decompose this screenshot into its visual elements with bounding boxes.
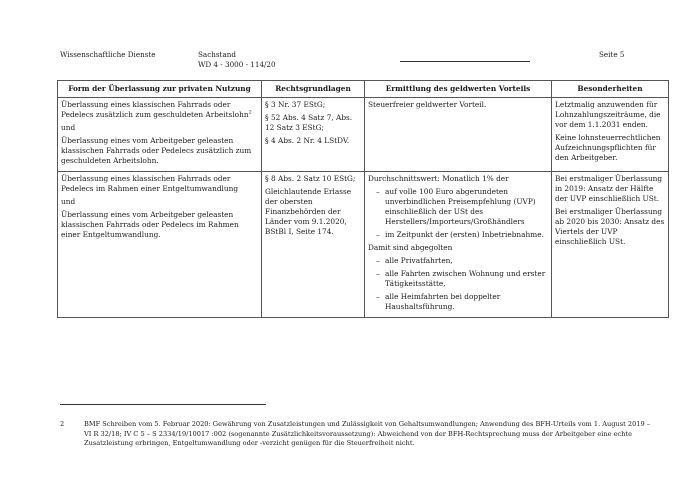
form-text: Überlassung eines vom Arbeitgeber geleasten klassischen Fahrrads oder Pedelecs zusätzlich zum geschuldeten Arbeitslohn.	[61, 136, 252, 165]
footnote-rule	[60, 404, 266, 405]
law-reference: § 52 Abs. 4 Satz 7, Abs. 12 Satz 3 EStG;	[265, 113, 353, 132]
footnote-number: 2	[60, 420, 65, 428]
institution-name: Wissenschaftliche Dienste	[60, 50, 156, 59]
conjunction: und	[61, 197, 76, 206]
list-item: – alle Fahrten zwischen Wohnung und erster Tätigkeitsstätte,	[368, 269, 548, 289]
list-item: – im Zeitpunkt der (ersten) Inbetriebnahme.	[368, 230, 548, 240]
cell-form	[58, 98, 262, 172]
list-item: – alle Heimfahrten bei doppelter Haushaltsführung.	[368, 292, 548, 312]
dash-list	[368, 187, 548, 240]
document-reference	[198, 50, 276, 70]
law-reference: Gleichlautende Erlasse der obersten Finanzbehörden der Länder vom 9.1.2020, BStBl I, Seite 174.	[265, 187, 352, 236]
law-reference: § 8 Abs. 2 Satz 10 EStG;	[265, 174, 356, 183]
cell-notes	[552, 172, 669, 318]
note-text: Bei erstmaliger Überlassung in 2019: Ansatz der Hälfte der UVP einschließlich USt.	[555, 174, 663, 203]
footnote-text: BMF Schreiben vom 5. Februar 2020: Gewährung von Zusatzleistungen und Zulässigkeit von Gehaltsumwandlungen; Anwendung des BFH-Urteils vom 1. August 2019 – VI R 32/18; IV C 5 – S 2334/19/10017 :002 (sogenannte Zusätzlichkeitsvoraussetzung): Abweichend von der BFH-Rechtsprechung muss der Arbeitgeber eine echte Zusatzleistung erbringen, Entgeltumwandlung oder -verzicht genügen für die Steuerfreiheit nicht.	[84, 420, 651, 447]
cell-law	[262, 98, 365, 172]
form-text: Überlassung eines vom Arbeitgeber geleasten klassischen Fahrrads oder Pedelecs im Rahmen einer Entgeltumwandlung.	[61, 210, 239, 239]
column-header-law: Rechtsgrundlagen	[262, 81, 365, 98]
table-header-row	[58, 81, 669, 98]
form-text: Überlassung eines klassischen Fahrrads oder Pedelecs zusätzlich zum geschuldeten Arbeitslohn$^2$	[61, 100, 252, 119]
page-number: Seite 5	[599, 50, 625, 59]
cell-valuation	[365, 98, 552, 172]
list-item: – alle Privatfahrten,	[368, 256, 548, 266]
dash-list	[368, 256, 548, 312]
footnote-reference[interactable]: 2	[248, 109, 252, 116]
document-type: Sachstand	[198, 50, 236, 59]
column-header-form: Form der Überlassung zur privaten Nutzung	[58, 81, 262, 98]
form-text: Überlassung eines klassischen Fahrrads oder Pedelecs im Rahmen einer Entgeltumwandlung	[61, 174, 239, 193]
column-header-valuation: Ermittlung des geldwerten Vorteils	[365, 81, 552, 98]
note-text: Bei erstmaliger Überlassung ab 2020 bis 2030: Ansatz des Viertels der UVP einschließlich USt.	[555, 207, 665, 246]
valuation-intro: Durchschnittswert: Monatlich 1% der	[368, 174, 509, 183]
note-text: Letztmalig anzuwenden für Lohnzahlungszeiträume, die vor dem 1.1.2031 enden.	[555, 100, 661, 129]
cell-valuation	[365, 172, 552, 318]
note-text: Keine lohnsteuerrechtlichen Aufzeichnungspflichten für den Arbeitgeber.	[555, 133, 661, 162]
document-id: WD 4 - 3000 - 114/20	[198, 60, 276, 69]
conjunction: und	[61, 123, 76, 132]
list-item: – auf volle 100 Euro abgerundeten unverbindlichen Preisempfehlung (UVP) einschließlich der USt des Herstellers/Importeurs/Großhändlers	[368, 187, 548, 227]
overview-table	[57, 80, 669, 318]
cell-law	[262, 172, 365, 318]
table-row	[58, 172, 669, 318]
cell-notes	[552, 98, 669, 172]
valuation-middle: Damit sind abgegolten	[368, 243, 453, 252]
table-row	[58, 98, 669, 172]
valuation-text: Steuerfreier geldwerter Vorteil.	[368, 100, 487, 109]
law-reference: § 3 Nr. 37 EStG;	[265, 100, 326, 109]
header-rule	[400, 61, 530, 62]
cell-form	[58, 172, 262, 318]
column-header-notes: Besonderheiten	[552, 81, 669, 98]
law-reference: § 4 Abs. 2 Nr. 4 LStDV.	[265, 136, 350, 145]
